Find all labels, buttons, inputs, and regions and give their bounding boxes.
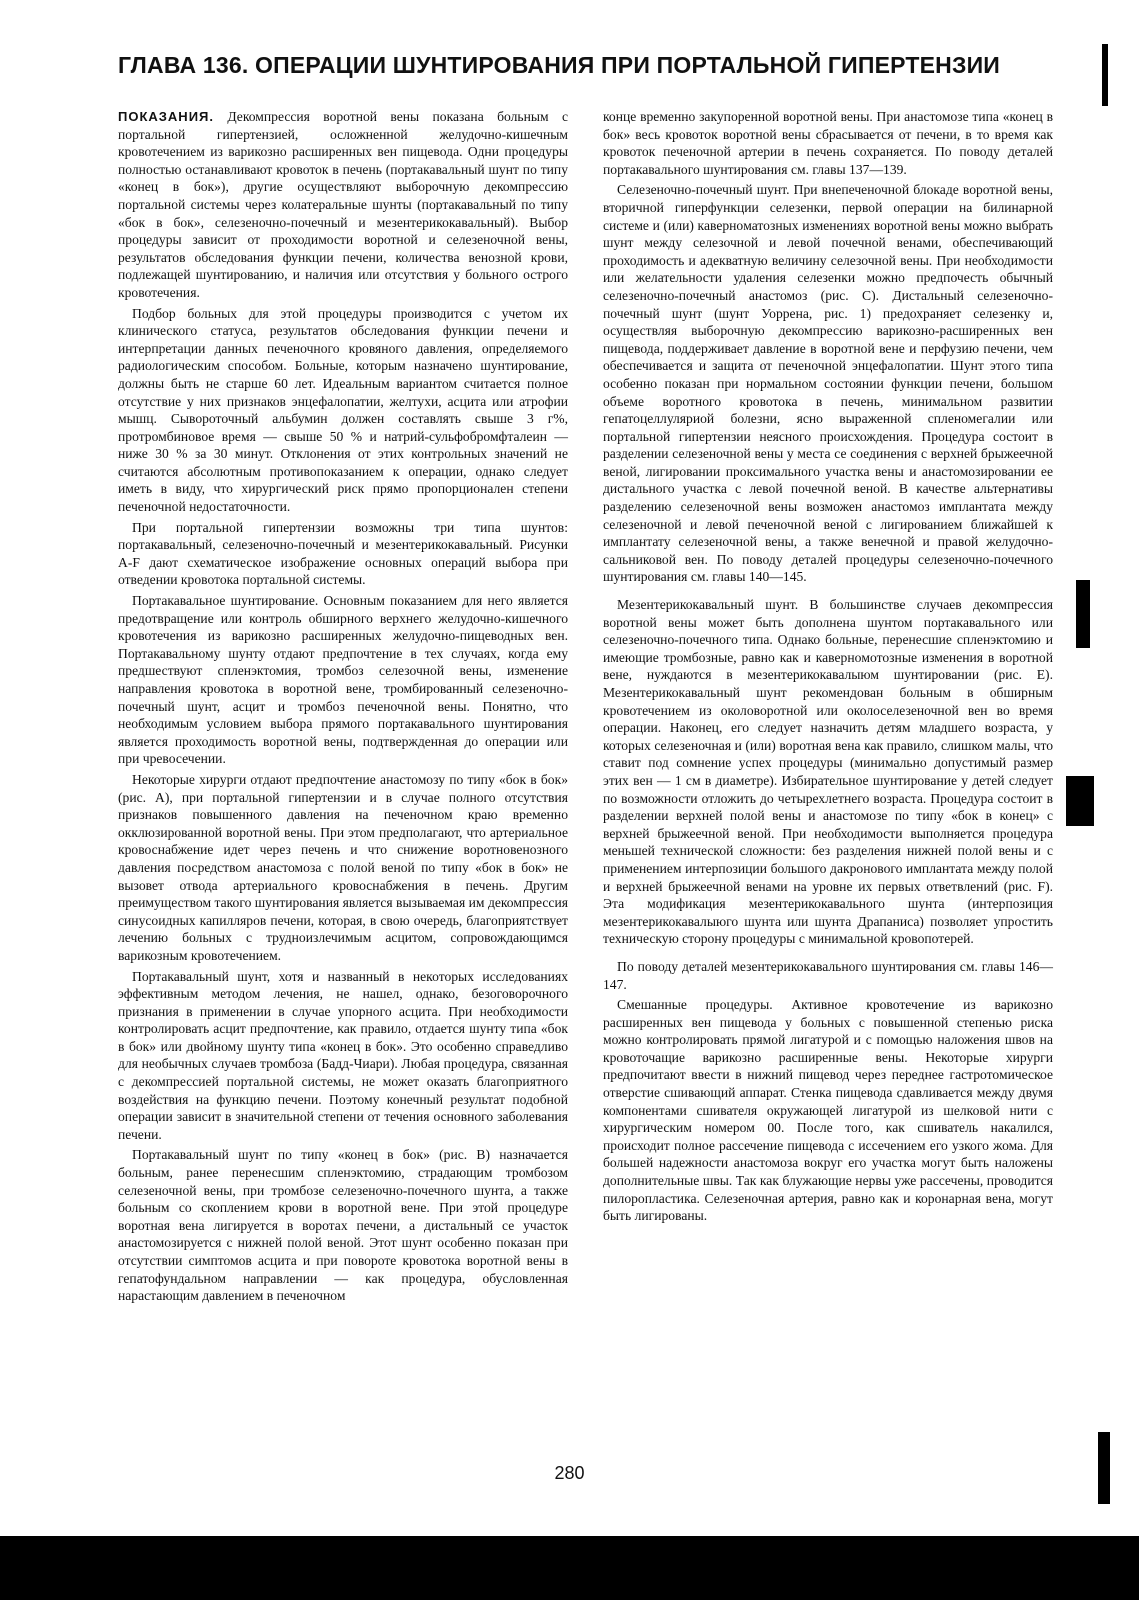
indications-paragraph bbox=[118, 108, 568, 302]
paragraph-text: Декомпрессия воротной вены показана больным с портальной гипертензией, осложненной желудочно-кишечным кровотечением из варикозно расширенных вен пищевода. Одни процедуры полностью останавливают кровоток в печень (портакавальный шунт по типу «конец в бок»), другие осуществляют выборочную декомпрессию портальной системы через колатеральные шунты (портакавальный по типу «бок в бок», селезеночно-почечный и мезентерикокавальный). Выбор процедуры зависит от проходимости воротной и селезеночной вены, результатов обследования функции печени, количества венозной крови, подлежащей шунтированию, и наличия или отсутствия у больного острого кровотечения. bbox=[118, 109, 568, 300]
paragraph: конце временно закупоренной воротной вены. При анастомозе типа «конец в бок» весь кровоток воротной вены сбрасывается от печени, в то время как кровоток печеночной артерии в печень сохраняется. По поводу деталей портакавального шунтирования см. главы 137—139. bbox=[603, 109, 1053, 177]
scan-edge-mark-block bbox=[1066, 776, 1094, 826]
chapter-title: ГЛАВА 136. ОПЕРАЦИИ ШУНТИРОВАНИЯ ПРИ ПОРТАЛЬНОЙ ГИПЕРТЕНЗИИ bbox=[118, 52, 1001, 78]
paragraph: При портальной гипертензии возможны три типа шунтов: портакавальный, селезеночно-почечный и мезентерикокавальный. Рисунки A-F дают схематическое изображение основных операций выбора при отведении кровотока портальной системы. bbox=[118, 519, 568, 588]
indications-label: ПОКАЗАНИЯ. bbox=[118, 109, 214, 124]
scan-edge-mark-top bbox=[1102, 44, 1108, 106]
paragraph: Подбор больных для этой процедуры производится с учетом их клинического статуса, результатов обследования функции печени и интерпретации данных печеночного кровяного давления, определяемого радиологическим способом. Больные, которым назначено шунтирование, должны быть не старше 60 лет. Идеальным вариантом считается полное отсутствие у них признаков энцефалопатии, желтухи, асцита или атрофии мышц. Сывороточный альбумин должен составлять свыше 3 г%, протромбиновое время — свыше 50 % и натрий-сульфобромфталеин — ниже 30 % за 30 минут. Отклонения от этих контрольных значений не считаются абсолютным противопоказанием к операции, однако следует иметь в виду, что хирургический риск прямо пропорционален степени печеночной недостаточности. bbox=[118, 305, 568, 515]
scan-footer-bar bbox=[0, 1536, 1139, 1600]
paragraph: Портакавальный шунт, хотя и названный в некоторых исследованиях эффективным методом лечения, не нашел, однако, безоговорочного признания в применении в случае упорного асцита. При необходимости контролировать асцит предпочтение, как правило, отдается шунту типа «бок в бок» или двойному шунту типа «конец в бок». Это особенно справедливо для необычных случаев тромбоза (Бадд-Чиари). Любая процедура, связанная с декомпрессией портальной системы, не может оказать благоприятного воздействия на функцию печени. Поэтому конечный результат подобной операции зависит в значительной степени от течения основного заболевания печени. bbox=[118, 968, 568, 1142]
scan-edge-mark-bottom bbox=[1098, 1432, 1110, 1504]
paragraph: Селезеночно-почечный шунт. При внепеченочной блокаде воротной вены, вторичной гиперфункции селезенки, первой операции на билинарной системе и (или) кавернoматозных изменениях воротной вены можно выбрать шунт между селезочной и левой почечной венами, обеспечивающий проходимость и адекватную величину селезочной вены. При необходимости или желательности удаления селезенки можно предпочесть обычный селезеночно-почечный анастомоз (рис. С). Дистальный селезеночно-почечный шунт (шунт Уоррена, рис. 1) предохраняет селезенку и, осуществляя выборочную декомпрессию варикозно-расширенных вен пищевода, поддерживает давление в воротной вене и перфузию печени, чем обеспечивается и защита от печеночной энцефалопатии. Шунт этого типа особенно показан при нормальном состоянии функции печени, большом объеме воротного кровотока в печень, минимальном развитии гепатоцеллуляриой болезни, ясно выраженной спленомегалии или портальной гипертензии неясного происхождения. Процедура состоит в разделении селезеночной вены у места се соединения с верхней брыжеечной веной, лигировании проксимального участка вены и анастомозировании ее дистального участка с левой почечной веной. В качестве альтернативы разделению селезеночной вены возможен анастомоз имплантата между селезеночной и левой печеночной веной с лигированием ближайшей к имплантату селезеночной вены, а также венечной и правой желудочно-сальниковой вен. По поводу деталей процедуры селезеночно-почечного шунтирования см. главы 140—145. bbox=[603, 182, 1053, 585]
page-number: 280 bbox=[554, 1463, 585, 1483]
scan-edge-mark-bar bbox=[1076, 580, 1090, 648]
right-column bbox=[603, 108, 1053, 1228]
left-column bbox=[118, 108, 568, 1308]
paragraph: Смешанные процедуры. Активное кровотечение из варикозно расширенных вен пищевода у больных с повышенной степенью риска можно контролировать прямой лигатурой и с помощью наложения швов на кровоточащие варикозно расширенные вены. Некоторые хирурги предпочитают ввести в нижний пищевод через переднее гастротомическое отверстие сшивающий аппарат. Стенка пищевода сдавливается между двумя компонентами сшивателя окружающей лигатурой из шелковой нити с хирургическим номером 00. После того, как сшиватель накалился, происходит полное рассечение пищевода с иссечением его узкого жома. Для большей надежности анастомоза вокруг его участка могут быть наложены дополнительные швы. Так как блужающие нервы уже рассечены, проводится пилоропластика. Селезеночная артерия, равно как и коронарная вена, могут быть лигированы. bbox=[603, 997, 1053, 1224]
paragraph: Некоторые хирурги отдают предпочтение анастомозу по типу «бок в бок» (рис. А), при портальной гипертензии и в случае полного отсутствия признаков повышенного давления на печеночном краю временно окклюзированной воротной вены. При этом предполагают, что артериальное кровоснабжение идет через печень и что снижение воротновенозного давления посредством анастомоза с полой веной по типу «бок в бок» не вызовет отвода артериального кровоснабжения в печень. Другим преимуществом такого шунтирования является вызываемая им декомпрессия синусоидных капилляров печени, которая, в свою очередь, благоприятствует лечению больных с трудноизлечимым асцитом, сопровождающимся варикозным кровотечением. bbox=[118, 771, 568, 963]
paragraph: Портакавальный шунт по типу «конец в бок» (рис. В) назначается больным, ранее перенесшим спленэктомию, страдающим тромбозом селезеночной вены, при тромбозе селезеночно-почечного шунта, а также больным со скоплением крови в воротной вене. При этой процедуре воротная вена лигируется в воротах печени, а дистальный се участок анастомозируется с нижней полой веной. Этот шунт особенно показан при отсутствии симптомов асцита и при повороте кровотока воротной вены в гепатофундальном направлении — как процедура, обусловленная нарастающим давлением в печеночном bbox=[118, 1147, 568, 1304]
paragraph: По поводу деталей мезентерикокавального шунтирования см. главы 146—147. bbox=[603, 958, 1053, 992]
paragraph: Портакавальное шунтирование. Основным показанием для него является предотвращение или контроль обширного верхнего желудочно-кишечного кровотечения из варикозно расширенных желудочно-пищеводных вен. Портакавальному шунту отдают предпочтение в тех случаях, когда ему предшествуют спленэктомия, тромбоз селезочной вены, изменение направления кровотока в воротной вене, тромбированный селезеночно-почечный шунт, асцит и тромбоз печеночной вены. Понятно, что необходимым условием выбора прямого портакавального шунтирования является проходимость воротной вены, подтвержденная до операции или при чревосечении. bbox=[118, 593, 568, 767]
paragraph: Мезентерикокавальный шунт. В большинстве случаев декомпрессия воротной вены может быть дополнена шунтом портакавального или селезеночно-почечного типа. Однако больные, перенесшие спленэктомию и имеющие тромбозные, равно как и кавернoмотозные изменения в воротной вене, нуждаются в мезентерикокавалыюм шунтировании (рис. Е). Мезентерикокавальный шунт рекомендован больным в обширным кровотечением из околоворотной или околоселезеночной вен во время операции. Наконец, его следует назначить детям младшего возраста, у которых селезеночная и (или) воротная вена как правило, слишком малы, что ставит под сомнение успех процедуры (минимально допустимый размер этих вен — 1 см в диаметре). Избирательное шунтирование у детей следует по возможности отложить до четырехлетнего возраста. Процедура состоит в разделении верхней полой вены и анастомозе по типу «бок в конец» с верхней брыжеечной веной. При необходимости выполняется процедура меньшей технической сложности: без разделения нижней полой вены и с применением интерпозиции большого дакронового имплантата между полой и верхней брыжеечной венами на уровне их первых ответвлений (рис. F). Эта модификация мезентерикокавального шунта (интерпозиция мезентерикокавалыюго шунта или шунта Драпаниса) позволяет упростить техническую сторону процедуры с минимальной кровопотерей. bbox=[603, 597, 1053, 947]
